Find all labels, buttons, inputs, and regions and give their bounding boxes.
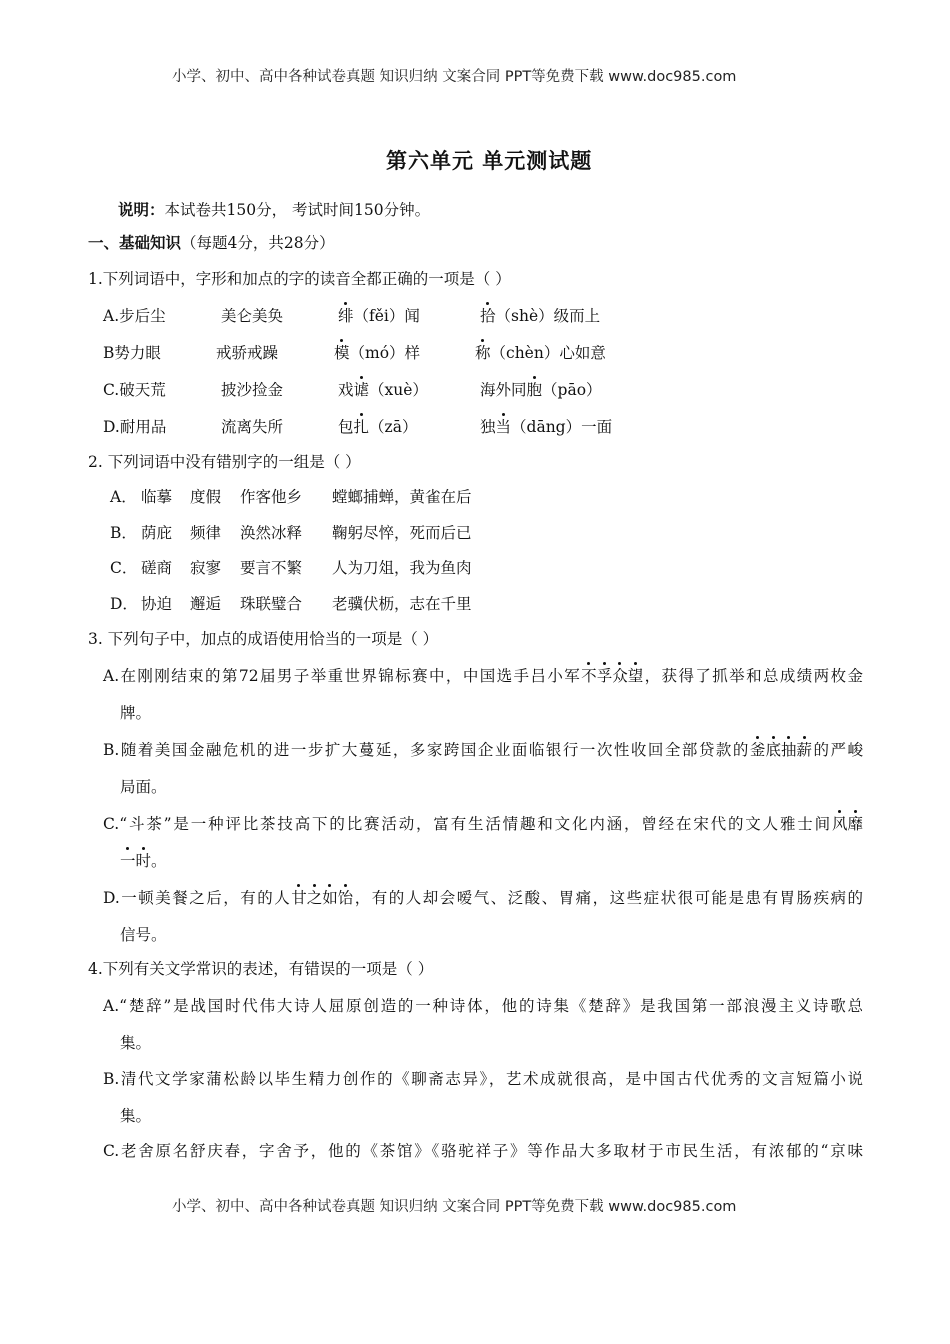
q1-c-word3: 戏谑（xuè） xyxy=(338,381,428,399)
q3-option-c-cont: 一时。 xyxy=(120,852,167,870)
q4-option-b: B.清代文学家蒲松龄以毕生精力创作的《聊斋志异》，艺术成就很高，是中国古代优秀的文言短篇小说 xyxy=(103,1070,863,1088)
q2-b-label: B． xyxy=(110,524,137,542)
q1-d-label: D.耐用品 xyxy=(103,418,167,436)
note-text: 本试卷共150分， 考试时间150分钟。 xyxy=(164,201,431,219)
q2-c-word4: 人为刀俎，我为鱼肉 xyxy=(332,559,472,577)
q1-a-label: A.步后尘 xyxy=(103,307,166,325)
q3-option-b: B.随着美国金融危机的进一步扩大蔓延，多家跨国企业面临银行一次性收回全部贷款的釜底抽薪的严峻 xyxy=(103,741,863,759)
q2-d-word2: 邂逅 xyxy=(190,595,222,613)
q1-c-word4: 海外同胞（pāo） xyxy=(480,381,602,399)
q4-option-b-cont: 集。 xyxy=(120,1107,152,1125)
q4-option-a: A.“楚辞”是战国时代伟大诗人屈原创造的一种诗体，他的诗集《楚辞》是我国第一部浪漫主义诗歌总 xyxy=(103,997,863,1015)
q2-b-word4: 鞠躬尽悴，死而后已 xyxy=(332,524,472,542)
section-title: 一、基础知识 xyxy=(88,233,182,252)
q3-b-idiom: 釜底抽薪 xyxy=(749,741,812,759)
q2-c-label: C． xyxy=(110,559,138,577)
q2-a-word1: 临摹 xyxy=(141,488,173,506)
q2-d-word1: 协迫 xyxy=(141,595,173,613)
q1-a-word3: 绯（fěi）闻 xyxy=(338,307,420,325)
q3-a-idiom: 不孚众望 xyxy=(581,667,644,685)
q1-a-word2: 美仑美奂 xyxy=(221,307,284,325)
q1-b-word4: 称（chèn）心如意 xyxy=(475,344,606,362)
q3-d-idiom: 甘之如饴 xyxy=(291,889,354,907)
q4-option-c: C.老舍原名舒庆春，字舍予，他的《茶馆》《骆驼祥子》等作品大多取材于市民生活，有浓郁的“京味 xyxy=(103,1142,863,1160)
q2-c-word2: 寂寥 xyxy=(190,559,222,577)
q4-option-a-cont: 集。 xyxy=(120,1034,152,1052)
q1-a-word4: 拾（shè）级而上 xyxy=(480,307,601,325)
section-points: （每题4分，共28分） xyxy=(181,234,335,252)
q2-c-word3: 要言不繁 xyxy=(240,559,303,577)
exam-note xyxy=(118,199,430,221)
note-label: 说明： xyxy=(118,200,165,219)
q2-b-word2: 频律 xyxy=(190,524,222,542)
q3-option-a-cont: 牌。 xyxy=(120,704,152,722)
q1-b-label: B势力眼 xyxy=(103,344,161,362)
q2-a-word3: 作客他乡 xyxy=(240,488,303,506)
q1-d-word3: 包扎（zā） xyxy=(338,418,418,436)
page-header: 小学、初中、高中各种试卷真题 知识归纳 文案合同 PPT等免费下载 www.doc985.com xyxy=(172,69,737,85)
q2-d-label: D． xyxy=(110,595,138,613)
q2-a-word4: 螳螂捕蝉，黄雀在后 xyxy=(332,488,472,506)
page-footer: 小学、初中、高中各种试卷真题 知识归纳 文案合同 PPT等免费下载 www.doc985.com xyxy=(172,1199,737,1215)
q1-stem: 1.下列词语中，字形和加点的字的读音全都正确的一项是（ ） xyxy=(88,270,511,288)
q2-d-word4: 老骥伏枥，志在千里 xyxy=(332,595,472,613)
q2-stem: 2. 下列词语中没有错别字的一组是（ ） xyxy=(88,453,361,471)
q3-c-idiom-1: 风靡 xyxy=(831,815,863,833)
q2-b-word1: 荫庇 xyxy=(141,524,173,542)
q3-option-b-cont: 局面。 xyxy=(120,778,167,796)
q2-a-word2: 度假 xyxy=(190,488,222,506)
q3-option-a: A.在刚刚结束的第72届男子举重世界锦标赛中，中国选手吕小军不孚众望，获得了抓举和总成绩两枚金 xyxy=(103,667,863,685)
q2-c-word1: 磋商 xyxy=(141,559,173,577)
q1-d-word2: 流离失所 xyxy=(221,418,284,436)
q3-option-c: C.“斗茶”是一种评比茶技高下的比赛活动，富有生活情趣和文化内涵，曾经在宋代的文人雅士间风靡 xyxy=(103,815,863,833)
q1-c-word2: 披沙捡金 xyxy=(221,381,284,399)
page-title: 第六单元 单元测试题 xyxy=(386,148,593,173)
q2-a-label: A． xyxy=(110,488,137,506)
q3-c-idiom-2: 一时 xyxy=(120,852,152,870)
q3-stem: 3. 下列句子中，加点的成语使用恰当的一项是（ ） xyxy=(88,630,439,648)
q1-c-label: C.破天荒 xyxy=(103,381,166,399)
q4-stem: 4.下列有关文学常识的表述，有错误的一项是（ ） xyxy=(88,960,434,978)
q2-d-word3: 珠联璧合 xyxy=(240,595,303,613)
section-heading xyxy=(88,232,335,254)
q1-d-word4: 独当（dāng）一面 xyxy=(480,418,613,436)
q1-b-word3: 模（mó）样 xyxy=(334,344,421,362)
q3-option-d: D.一顿美餐之后，有的人甘之如饴，有的人却会嗳气、泛酸、胃痛，这些症状很可能是患有胃肠疾病的 xyxy=(103,889,863,907)
q3-option-d-cont: 信号。 xyxy=(120,926,167,944)
q2-b-word3: 涣然冰释 xyxy=(240,524,303,542)
q1-b-word2: 戒骄戒躁 xyxy=(216,344,279,362)
